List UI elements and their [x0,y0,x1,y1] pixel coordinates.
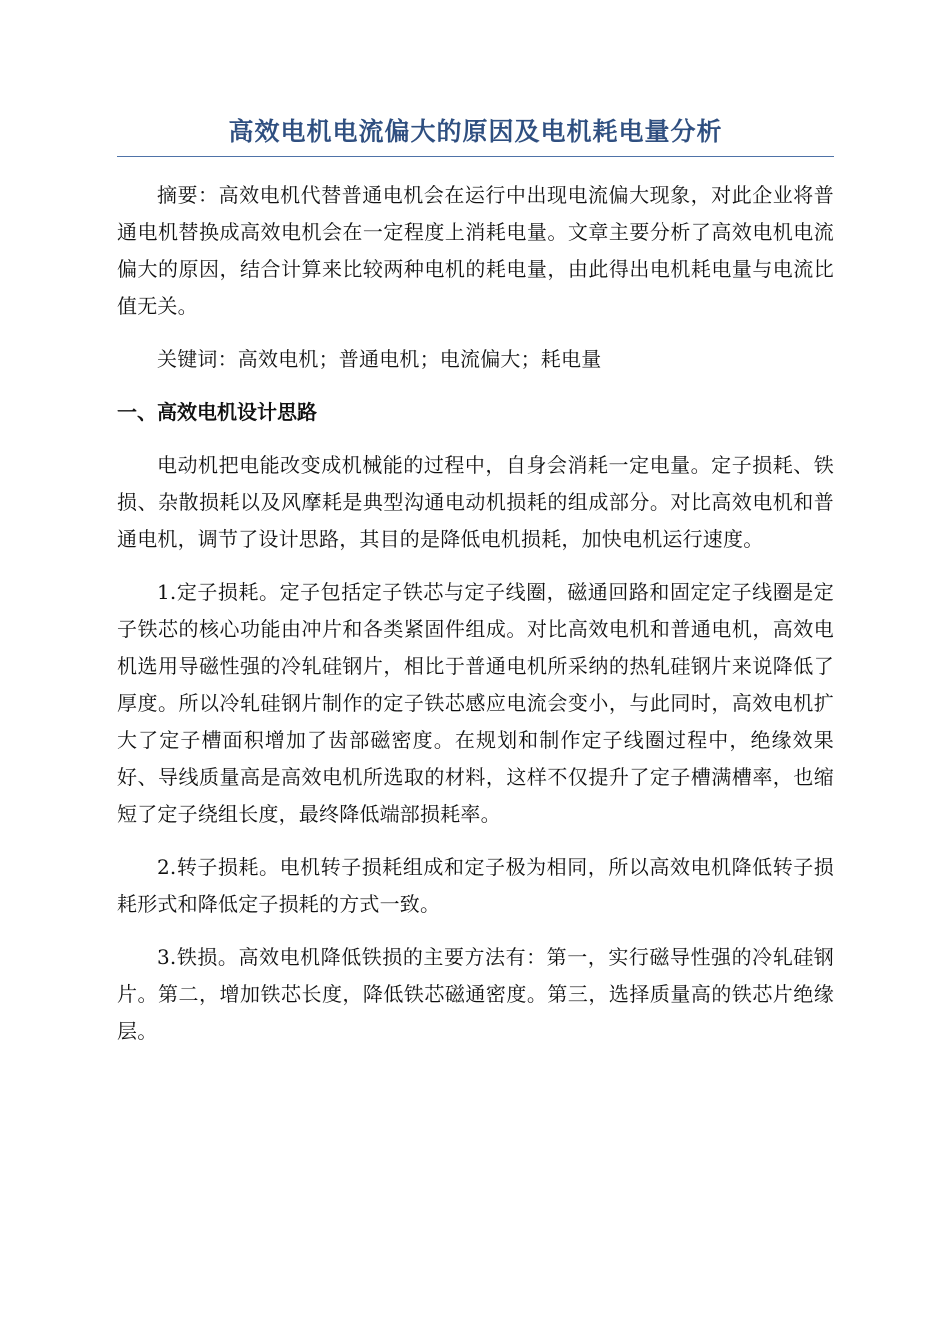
document-page [117,112,834,1066]
item-iron-loss: 3.铁损。高效电机降低铁损的主要方法有：第一，实行磁导性强的冷轧硅钢片。第二，增加铁芯长度，降低铁芯磁通密度。第三，选择质量高的铁芯片绝缘层。 [117,945,834,1043]
title-underline [117,156,834,157]
keywords-paragraph: 关键词：高效电机；普通电机；电流偏大；耗电量 [157,347,602,371]
section-intro-paragraph: 电动机把电能改变成机械能的过程中，自身会消耗一定电量。定子损耗、铁损、杂散损耗以及风摩耗是典型沟通电动机损耗的组成部分。对比高效电机和普通电机，调节了设计思路，其目的是降低电机损耗，加快电机运行速度。 [117,453,834,551]
document-title: 高效电机电流偏大的原因及电机耗电量分析 [228,117,723,146]
item-stator-loss: 1.定子损耗。定子包括定子铁芯与定子线圈，磁通回路和固定定子线圈是定子铁芯的核心功能由冲片和各类紧固件组成。对比高效电机和普通电机，高效电机选用导磁性强的冷轧硅钢片，相比于普通电机所采纳的热轧硅钢片来说降低了厚度。所以冷轧硅钢片制作的定子铁芯感应电流会变小，与此同时，高效电机扩大了定子槽面积增加了齿部磁密度。在规划和制作定子线圈过程中，绝缘效果好、导线质量高是高效电机所选取的材料，这样不仅提升了定子槽满槽率，也缩短了定子绕组长度，最终降低端部损耗率。 [117,580,834,826]
abstract-paragraph: 摘要：高效电机代替普通电机会在运行中出现电流偏大现象，对此企业将普通电机替换成高效电机会在一定程度上消耗电量。文章主要分析了高效电机电流偏大的原因，结合计算来比较两种电机的耗电量，由此得出电机耗电量与电流比值无关。 [117,183,834,318]
item-rotor-loss: 2.转子损耗。电机转子损耗组成和定子极为相同，所以高效电机降低转子损耗形式和降低定子损耗的方式一致。 [117,855,834,916]
section-heading: 一、高效电机设计思路 [117,400,317,424]
